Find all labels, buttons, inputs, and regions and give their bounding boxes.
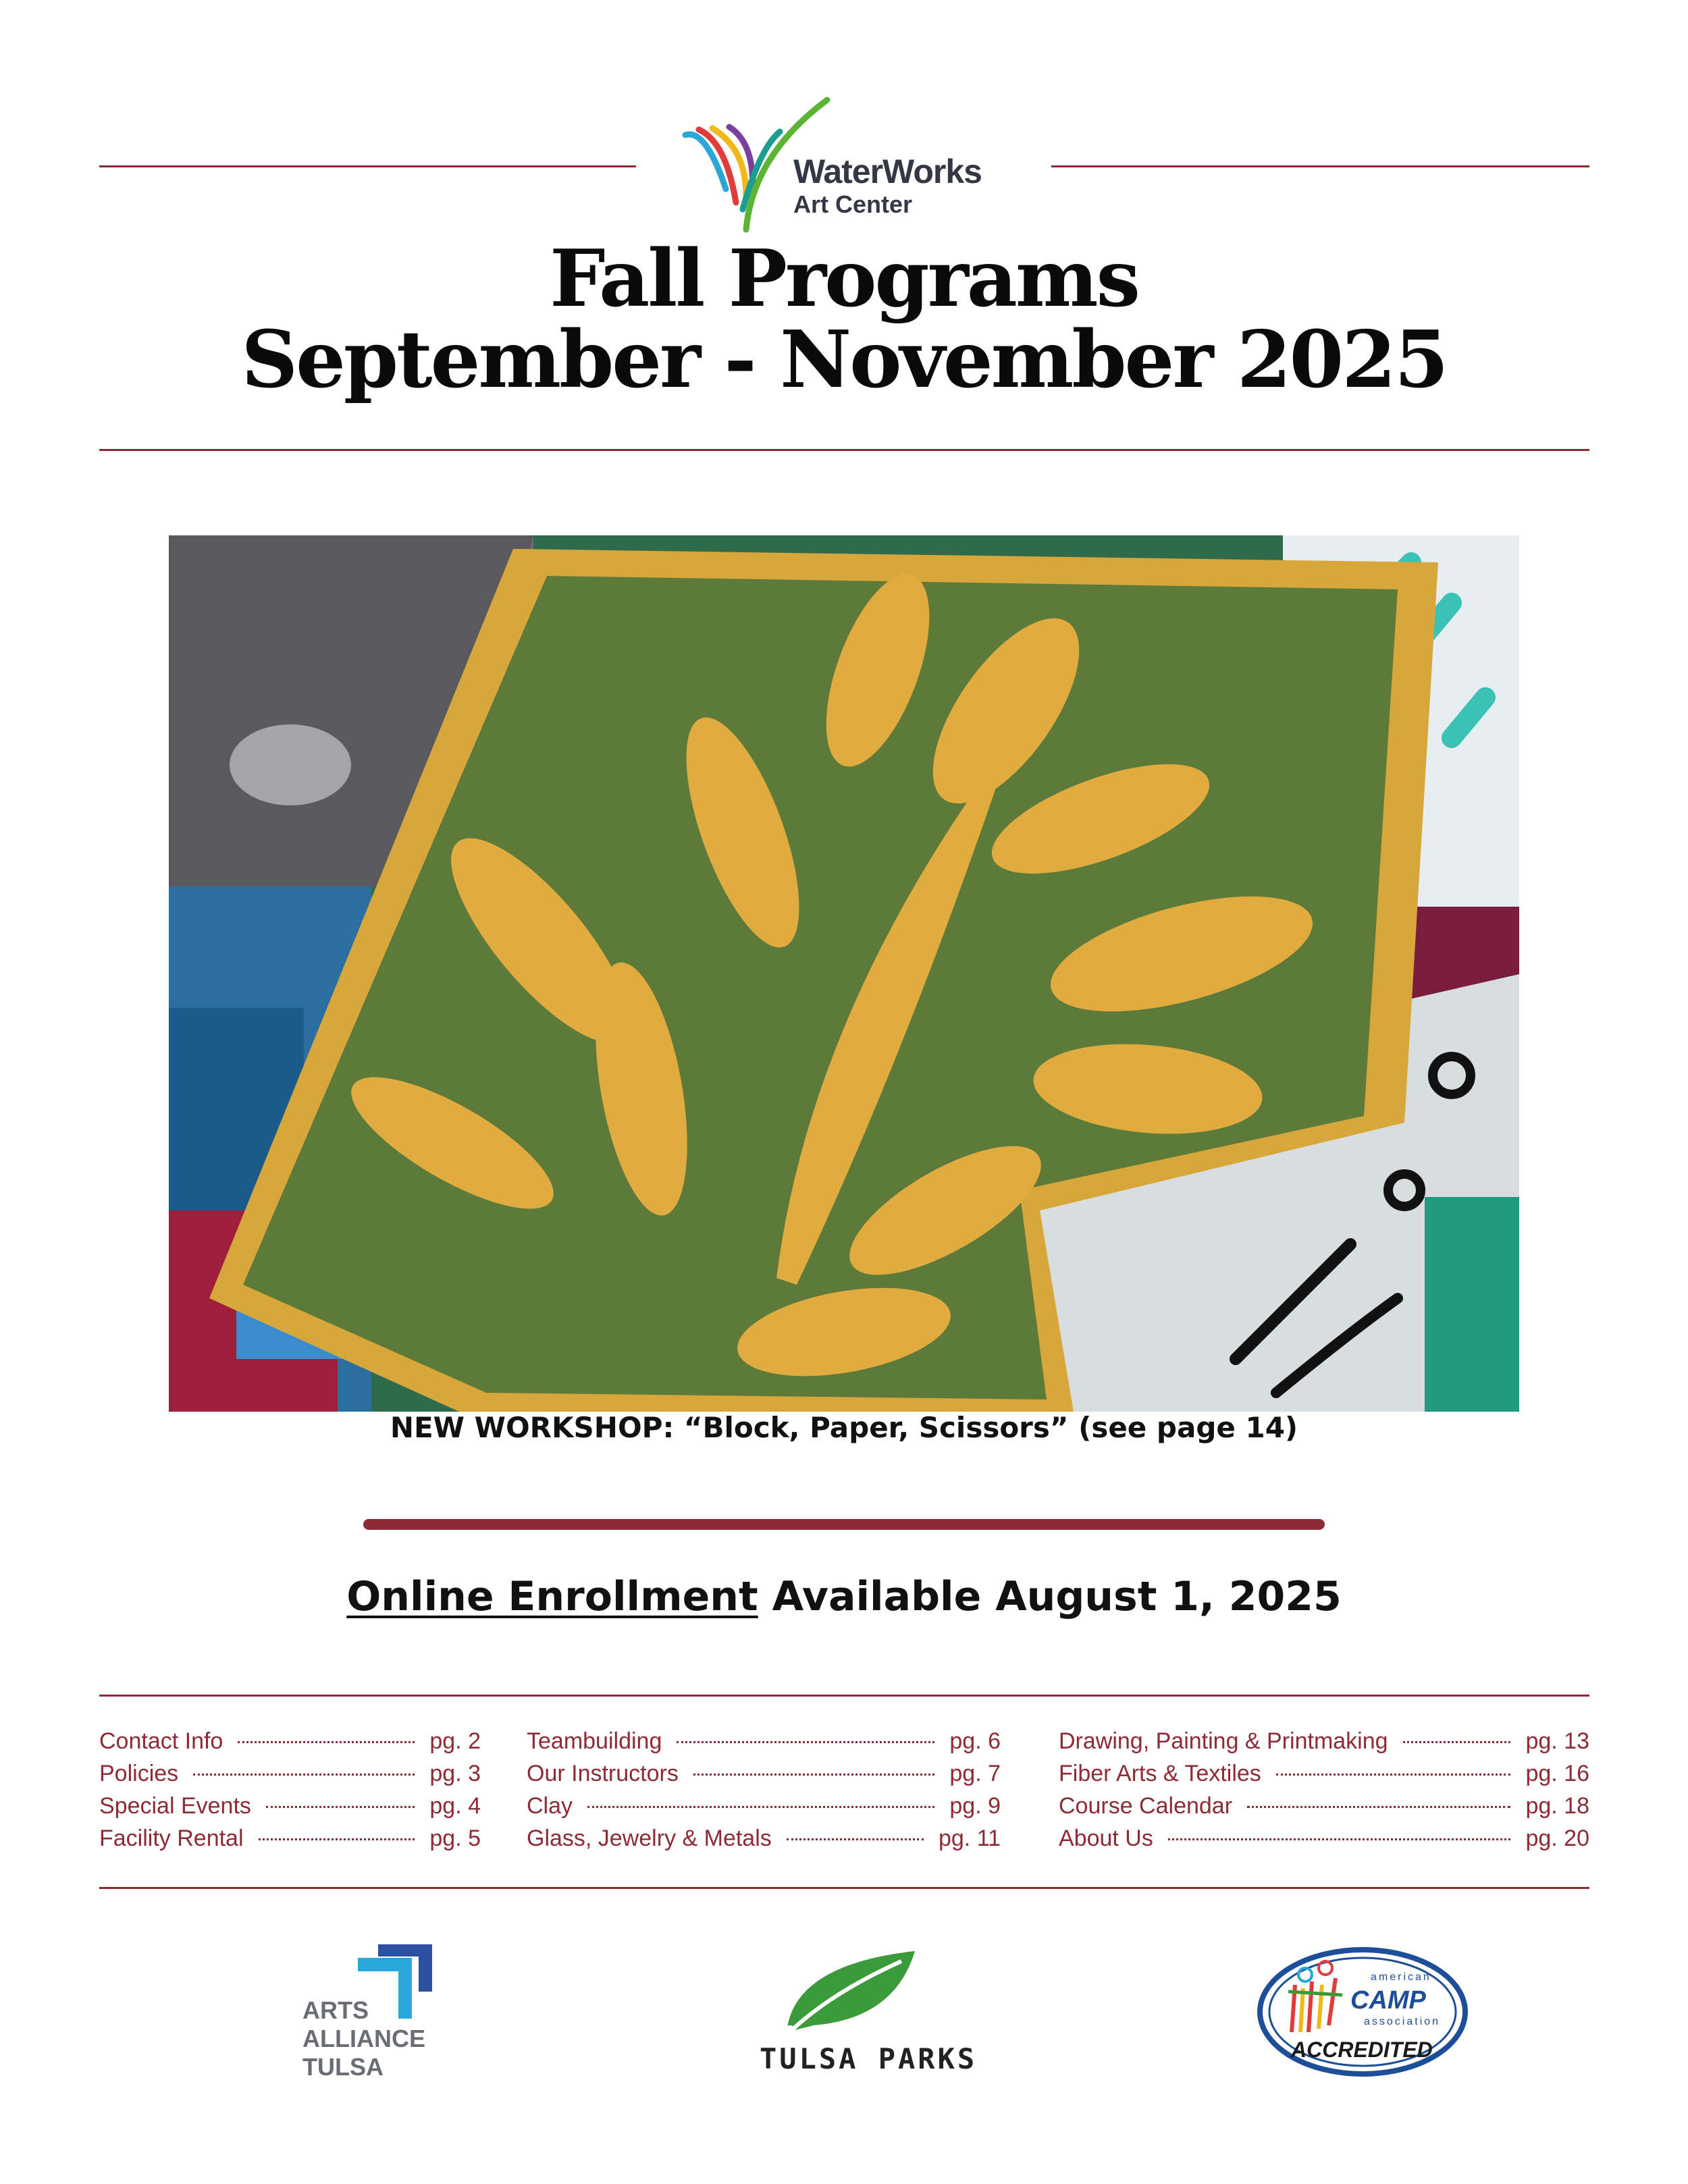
aca-camp-text: CAMP xyxy=(1350,1986,1426,2015)
toc-item[interactable]: Facility Rental pg. 5 xyxy=(99,1826,481,1851)
title-rule xyxy=(99,449,1589,451)
toc-item[interactable]: Drawing, Painting & Printmaking pg. 13 xyxy=(1059,1728,1589,1754)
arts-alliance-line1: ARTS xyxy=(302,1996,369,2024)
enrollment-banner xyxy=(0,1573,1688,1620)
tulsa-parks-name: TULSA PARKS xyxy=(760,2042,978,2075)
toc-item[interactable]: Fiber Arts & Textiles pg. 16 xyxy=(1059,1761,1589,1786)
header-rule-right xyxy=(1051,165,1589,167)
header-rule-left xyxy=(99,165,636,167)
toc-item[interactable]: About Us pg. 20 xyxy=(1059,1826,1589,1851)
aca-accredited-text: ACCREDITED xyxy=(1291,2037,1433,2062)
hero-caption: NEW WORKSHOP: “Block, Paper, Scissors” (see page 14) xyxy=(390,1411,1298,1444)
enrollment-date-text: Available August 1, 2025 xyxy=(758,1573,1342,1620)
tulsa-parks-leaf-icon xyxy=(773,1944,922,2039)
page-title: Fall Programs xyxy=(550,233,1138,325)
toc-item[interactable]: Contact Info pg. 2 xyxy=(99,1728,481,1754)
arts-alliance-line2: ALLIANCE xyxy=(302,2025,425,2052)
toc-item[interactable]: Clay pg. 9 xyxy=(527,1793,1001,1819)
toc-top-rule xyxy=(99,1695,1589,1697)
toc-bottom-rule xyxy=(99,1887,1589,1889)
logo-subname: Art Center xyxy=(793,190,913,218)
divider-bar xyxy=(363,1519,1325,1530)
toc-item[interactable]: Teambuilding pg. 6 xyxy=(527,1728,1001,1754)
arts-alliance-line3: TULSA xyxy=(302,2053,384,2081)
hero-artwork-image xyxy=(169,535,1519,1412)
aca-small-text-2: association xyxy=(1364,2016,1441,2027)
toc-item[interactable]: Glass, Jewelry & Metals pg. 11 xyxy=(527,1826,1001,1851)
toc-item[interactable]: Course Calendar pg. 18 xyxy=(1059,1793,1589,1819)
toc-item[interactable]: Special Events pg. 4 xyxy=(99,1793,481,1819)
logo-name: WaterWorks xyxy=(793,153,982,190)
toc-item[interactable]: Our Instructors pg. 7 xyxy=(527,1761,1001,1786)
online-enrollment-link[interactable]: Online Enrollment xyxy=(346,1573,758,1620)
toc-item[interactable]: Policies pg. 3 xyxy=(99,1761,481,1786)
aca-small-text-1: american xyxy=(1371,1971,1431,1983)
page-subtitle-dates: September - November 2025 xyxy=(241,314,1447,406)
